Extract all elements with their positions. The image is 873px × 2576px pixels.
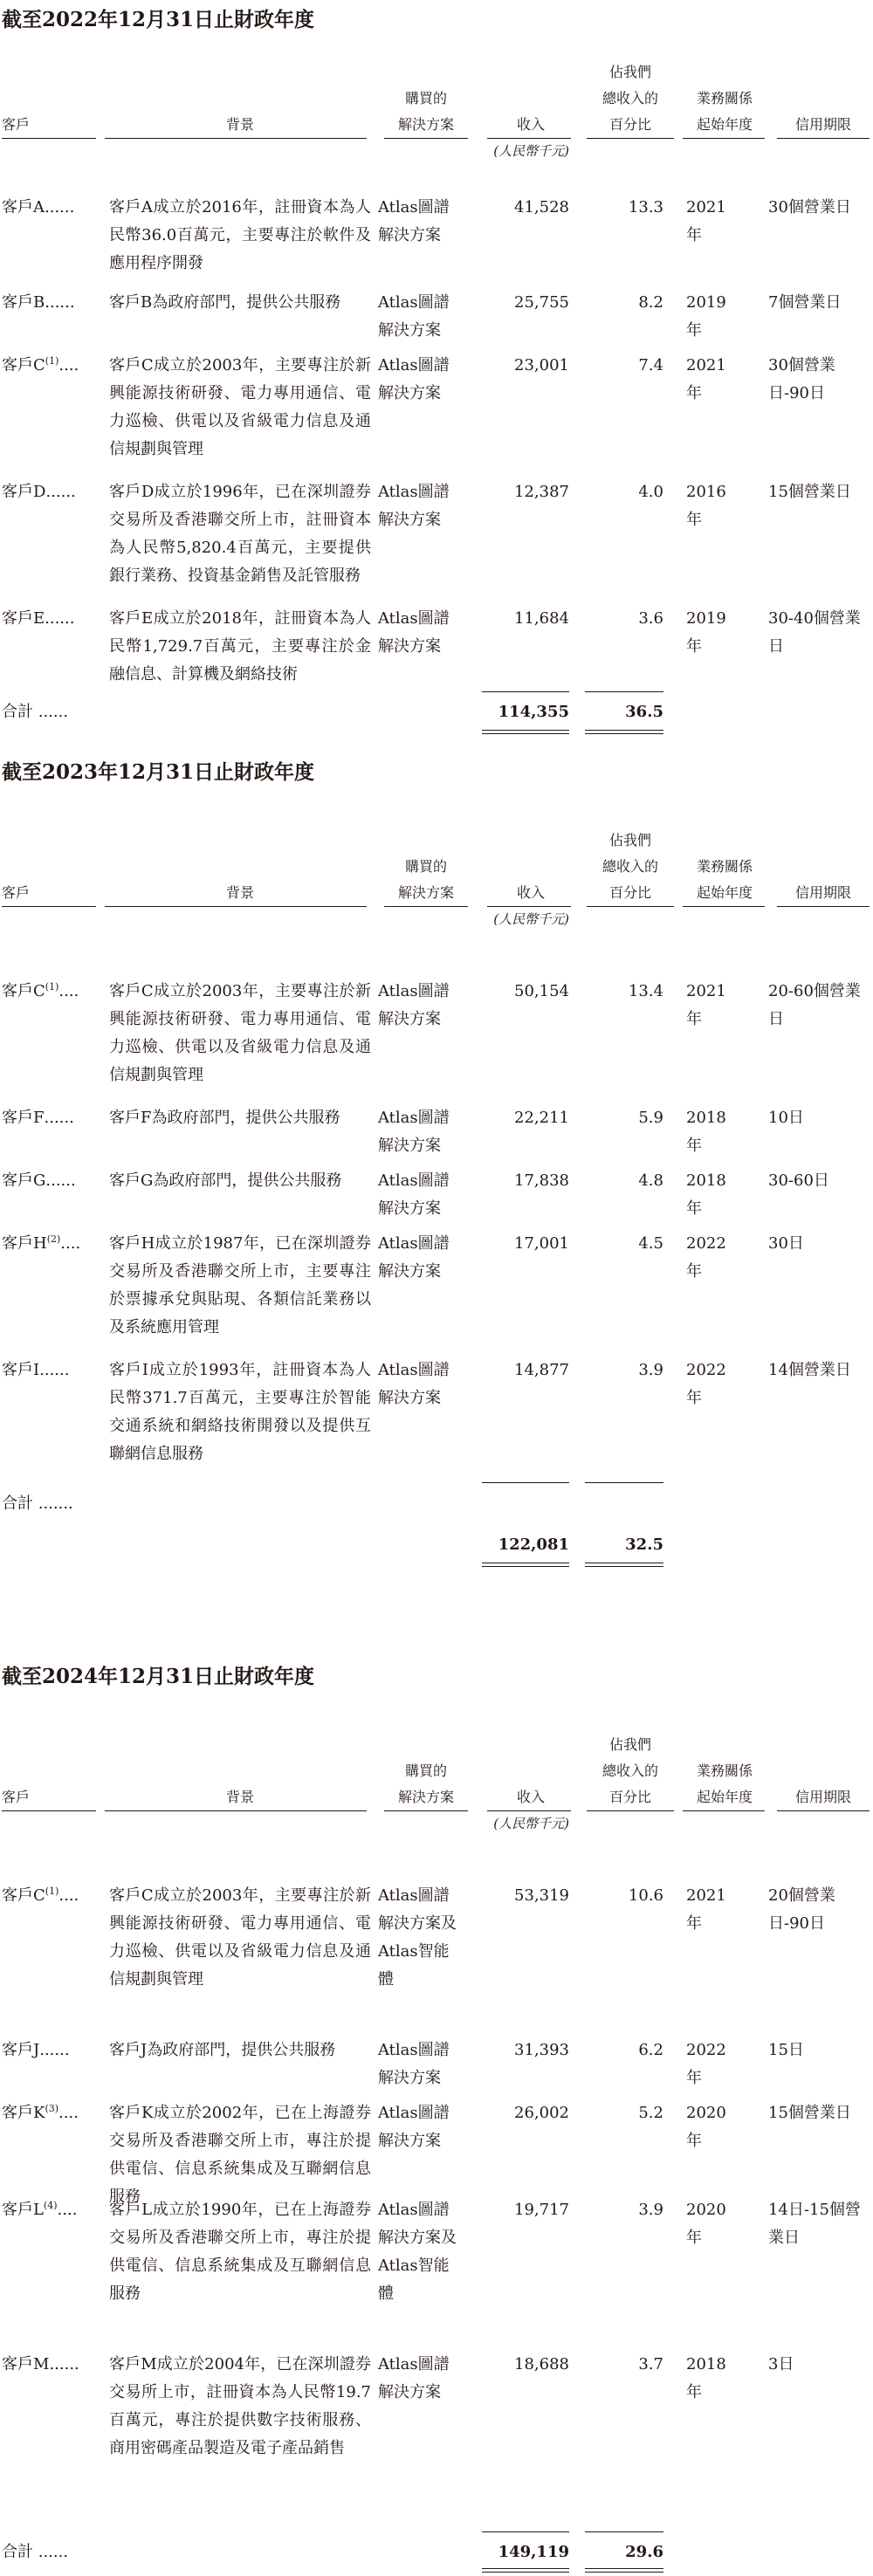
total-percentage: 36.5	[625, 703, 663, 721]
client-name: 客戶G	[2, 1171, 46, 1190]
unit-label: (人民幣千元)	[493, 1816, 569, 1831]
footnote-mark: (1)	[45, 1886, 59, 1897]
percentage-value: 4.8	[638, 1171, 663, 1190]
revenue-value: 11,684	[514, 609, 569, 628]
start-year-value: 2016年	[686, 483, 726, 529]
header-revenue: 收入	[516, 884, 545, 901]
client-background: 客戶J為政府部門，提供公共服務	[109, 2041, 336, 2059]
revenue-value: 31,393	[514, 2041, 569, 2059]
client-name: 客戶C	[2, 982, 45, 1000]
footnote-mark: (4)	[43, 2200, 58, 2211]
client-background: 客戶C成立於2003年，主要專注於新興能源技術研發、電力專用通信、電力巡檢、供電以及省級電力信息及通信規劃與管理	[109, 982, 371, 1084]
percentage-value: 13.3	[628, 198, 663, 216]
header-start-year: 業務關係 起始年度	[696, 1762, 753, 1805]
credit-period-value: 3日	[768, 2355, 794, 2373]
start-year-value: 2018年	[686, 2355, 726, 2401]
percentage-value: 3.9	[638, 2201, 663, 2219]
total-revenue: 114,355	[498, 703, 569, 721]
client-name: 客戶E	[2, 609, 45, 628]
start-year-value: 2020年	[686, 2104, 726, 2150]
percentage-value: 5.9	[638, 1109, 663, 1127]
header-credit-period: 信用期限	[794, 116, 851, 133]
unit-label: (人民幣千元)	[493, 143, 569, 159]
client-background: 客戶G為政府部門，提供公共服務	[109, 1171, 342, 1190]
purchased-solution: Atlas圖譜解決方案	[378, 2355, 450, 2401]
purchased-solution: Atlas圖譜解決方案	[378, 356, 450, 402]
purchased-solution: Atlas圖譜解決方案	[378, 1361, 450, 1407]
header-client: 客戶	[2, 116, 31, 133]
header-background: 背景	[225, 884, 254, 901]
start-year-value: 2022年	[686, 1361, 726, 1407]
revenue-value: 14,877	[514, 1361, 569, 1379]
header-percentage: 佔我們 總收入的 百分比	[601, 1736, 658, 1805]
client-background: 客戶C成立於2003年，主要專注於新興能源技術研發、電力專用通信、電力巡檢、供電以及省級電力信息及通信規劃與管理	[109, 1886, 371, 1989]
revenue-value: 23,001	[514, 356, 569, 374]
start-year-value: 2022年	[686, 1234, 726, 1281]
client-name: 客戶F	[2, 1109, 45, 1127]
revenue-value: 17,838	[514, 1171, 569, 1190]
credit-period-value: 30日	[768, 1234, 804, 1253]
revenue-value: 50,154	[514, 982, 569, 1000]
percentage-value: 3.9	[638, 1361, 663, 1379]
total-label: 合計 ......	[2, 703, 69, 721]
credit-period-value: 20-60個營業日	[768, 982, 861, 1028]
client-name: 客戶D	[2, 483, 46, 501]
percentage-value: 13.4	[628, 982, 663, 1000]
header-revenue: 收入	[516, 116, 545, 133]
total-revenue: 122,081	[498, 1535, 569, 1554]
credit-period-value: 15日	[768, 2041, 804, 2059]
client-background: 客戶C成立於2003年，主要專注於新興能源技術研發、電力專用通信、電力巡檢、供電以及省級電力信息及通信規劃與管理	[109, 356, 371, 458]
start-year-value: 2019年	[686, 609, 726, 656]
client-background: 客戶E成立於2018年，註冊資本為人民幣1,729.7百萬元，主要專注於金融信息、計算機及網絡技術	[109, 609, 371, 683]
percentage-value: 6.2	[638, 2041, 663, 2059]
percentage-value: 3.7	[638, 2355, 663, 2373]
footnote-mark: (2)	[46, 1233, 61, 1245]
revenue-value: 12,387	[514, 483, 569, 501]
purchased-solution: Atlas圖譜解決方案	[378, 1109, 450, 1155]
credit-period-value: 30-60日	[768, 1171, 829, 1190]
total-label: 合計 ......	[2, 2543, 69, 2561]
client-background: 客戶K成立於2002年，已在上海證券交易所及香港聯交所上市，專注於提供電信、信息系統集成及互聯網信息服務	[109, 2104, 371, 2206]
start-year-value: 2021年	[686, 982, 726, 1028]
client-name: 客戶C	[2, 1886, 45, 1905]
purchased-solution: Atlas圖譜解決方案	[378, 1171, 450, 1218]
start-year-value: 2021年	[686, 198, 726, 244]
purchased-solution: Atlas圖譜解決方案	[378, 2041, 450, 2087]
header-background: 背景	[225, 116, 254, 133]
client-background: 客戶M成立於2004年，已在深圳證券交易所上市，註冊資本為人民幣19.7百萬元，專注於提供數字技術服務、商用密碼產品製造及電子產品銷售	[109, 2355, 371, 2457]
total-revenue: 149,119	[498, 2543, 569, 2561]
start-year-value: 2021年	[686, 356, 726, 402]
purchased-solution: Atlas圖譜解決方案	[378, 198, 450, 244]
client-name: 客戶A	[2, 198, 45, 216]
total-percentage: 29.6	[625, 2543, 663, 2561]
revenue-value: 18,688	[514, 2355, 569, 2373]
purchased-solution: Atlas圖譜解決方案	[378, 1234, 450, 1281]
client-background: 客戶D成立於1996年，已在深圳證券交易所及香港聯交所上市，註冊資本為人民幣5,820.4百萬元，主要提供銀行業務、投資基金銷售及託管服務	[109, 483, 371, 585]
credit-period-value: 10日	[768, 1109, 804, 1127]
header-background: 背景	[225, 1789, 254, 1805]
purchased-solution: Atlas圖譜解決方案	[378, 609, 450, 656]
section-title: 截至2022年12月31日止財政年度	[2, 8, 315, 31]
percentage-value: 5.2	[638, 2104, 663, 2122]
client-name: 客戶I	[2, 1361, 40, 1379]
client-name: 客戶H	[2, 1234, 47, 1253]
purchased-solution: Atlas圖譜解決方案	[378, 982, 450, 1028]
purchased-solution: Atlas圖譜解決方案	[378, 2104, 450, 2150]
client-name: 客戶K	[2, 2104, 45, 2122]
start-year-value: 2018年	[686, 1171, 726, 1218]
header-start-year: 業務關係 起始年度	[696, 858, 753, 901]
start-year-value: 2018年	[686, 1109, 726, 1155]
header-revenue: 收入	[516, 1789, 545, 1805]
unit-label: (人民幣千元)	[493, 911, 569, 927]
total-percentage: 32.5	[625, 1535, 663, 1554]
header-credit-period: 信用期限	[794, 1789, 851, 1805]
start-year-value: 2021年	[686, 1886, 726, 1933]
purchased-solution: Atlas圖譜解決方案	[378, 293, 450, 340]
client-background: 客戶B為政府部門，提供公共服務	[109, 293, 341, 312]
section-title: 截至2023年12月31日止財政年度	[2, 760, 315, 784]
document-page: 截至2022年12月31日止財政年度 客戶 背景 購買的 解決方案 收入 佔我們 總收入的 百分比 業務關係 起始年度 信用期限 (人民幣千元) 客戶A...... 客戶A成立於2016年，註冊資本為人民幣36.0百萬元，主要專注於軟件及應用程序開發 Atlas圖譜解決方案 41,528 13.3 2021年 30個營業日 客戶B...... 客戶B為政府部門，提供公共服務 Atlas圖譜解決方案 25,755 8.2 2019年 7個營業日 客戶$C^{(1)}$.... 客戶C成立於2003年，主要專注於新興能源技術研發、電力專用通信、電力巡檢、供電以及省級電力信息及通信規劃與管理 Atlas圖譜解決方案 23,001 7.4 2021年 30個營業日-90日 客戶D...... 客戶D成立於1996年，已在深圳證券交易所及香港聯交所上市，註冊資本為人民幣5,820.4百萬元，主要提供銀行業務、投資基金銷售及託管服務 Atlas圖譜解決方案 12,387 4.0 2016年 15個營業日 客戶E...... 客戶E成立於2018年，註冊資本為人民幣1,729.7百萬元，主要專注於金融信息、計算機及網絡技術 Atlas圖譜解決方案 11,684 3.6 2019年 30-40個營業日 合計 ...... 114,355 36.5 截至2023年12月31日止財政年度 客戶 背景 購買的 解決方案 收入 佔我們 總收入的 百分比 業務關係 起始年度 信用期限 (人民幣千元) 客戶$C^{(1)}$.... 客戶C成立於2003年，主要專注於新興能源技術研發、電力專用通信、電力巡檢、供電以及省級電力信息及通信規劃與管理 Atlas圖譜解決方案 50,154 13.4 2021年 20-60個營業日 客戶F...... 客戶F為政府部門，提供公共服務 Atlas圖譜解決方案 22,211 5.9 2018年 10日 客戶G...... 客戶G為政府部門，提供公共服務 Atlas圖譜解決方案 17,838 4.8 2018年 30-60日 客戶$H^{(2)}$.... 客戶H成立於1987年，已在深圳證券交易所及香港聯交所上市，主要專注於票據承兌與貼現、各類信託業務以及系統應用管理 Atlas圖譜解決方案 17,001 4.5 2022年 30日 客戶I...... 客戶I成立於1993年，註冊資本為人民幣371.7百萬元，主要專注於智能交通系統和網絡技術開發以及提供互聯網信息服務 Atlas圖譜解決方案 14,877 3.9 2022年 14個營業日 合計 ....... 122,081 32.5 截至2024年12月31日止財政年度 客戶 背景 購買的 解決方案 收入 佔我們 總收入的 百分比 業務關係 起始年度 信用期限 (人民幣千元) 客戶$C^{(1)}$.... 客戶C成立於2003年，主要專注於新興能源技術研發、電力專用通信、電力巡檢、供電以及省級電力信息及通信規劃與管理 Atlas圖譜解決方案及Atlas智能體 53,319 10.6 2021年 20個營業日-90日 客戶J...... 客戶J為政府部門，提供公共服務 Atlas圖譜解決方案 31,393 6.2 2022年 15日 客戶$K^{(3)}$.... 客戶K成立於2002年，已在上海證券交易所及香港聯交所上市，專注於提供電信、信息系統集成及互聯網信息服務 Atlas圖譜解決方案 26,002 5.2 2020年 15個營業日 客戶$L^{(4)}$.... 客戶L成立於1990年，已在上海證券交易所及香港聯交所上市，專注於提供電信、信息系統集成及互聯網信息服務 Atlas圖譜解決方案及Atlas智能體 19,717 3.9 2020年 14日-15個營業日 客戶M...... 客戶M成立於2004年，已在深圳證券交易所上市，註冊資本為人民幣19.7百萬元，專注於提供數字技術服務、商用密碼產品製造及電子產品銷售 Atlas圖譜解決方案 18,688 3.7 2018年 3日 合計 ...... 149,119 29.6	[0, 0, 873, 2576]
start-year-value: 2022年	[686, 2041, 726, 2087]
credit-period-value: 30-40個營業日	[768, 609, 861, 656]
credit-period-value: 15個營業日	[768, 2104, 851, 2122]
purchased-solution: Atlas圖譜解決方案及Atlas智能體	[378, 1886, 457, 1989]
client-background: 客戶I成立於1993年，註冊資本為人民幣371.7百萬元，主要專注於智能交通系統和網絡技術開發以及提供互聯網信息服務	[109, 1361, 371, 1463]
section-title: 截至2024年12月31日止財政年度	[2, 1665, 315, 1688]
header-credit-period: 信用期限	[794, 884, 851, 901]
header-percentage: 佔我們 總收入的 百分比	[601, 832, 658, 901]
footnote-mark: (1)	[45, 981, 59, 993]
client-name: 客戶J	[2, 2041, 40, 2059]
header-start-year: 業務關係 起始年度	[696, 90, 753, 133]
header-solution: 購買的 解決方案	[397, 1762, 454, 1805]
revenue-value: 41,528	[514, 198, 569, 216]
footnote-mark: (1)	[45, 355, 59, 367]
footnote-mark: (3)	[45, 2103, 59, 2114]
purchased-solution: Atlas圖譜解決方案及Atlas智能體	[378, 2201, 457, 2303]
client-name: 客戶M	[2, 2355, 50, 2373]
header-solution: 購買的 解決方案	[397, 90, 454, 133]
revenue-value: 53,319	[514, 1886, 569, 1905]
revenue-value: 26,002	[514, 2104, 569, 2122]
client-name: 客戶C	[2, 356, 45, 374]
percentage-value: 8.2	[638, 293, 663, 312]
header-client: 客戶	[2, 1789, 31, 1805]
client-background: 客戶H成立於1987年，已在深圳證券交易所及香港聯交所上市，主要專注於票據承兌與貼現、各類信託業務以及系統應用管理	[109, 1234, 371, 1336]
revenue-value: 25,755	[514, 293, 569, 312]
credit-period-value: 30個營業日	[768, 198, 851, 216]
credit-period-value: 14個營業日	[768, 1361, 851, 1379]
client-name: 客戶L	[2, 2201, 44, 2219]
total-label: 合計 .......	[2, 1494, 73, 1513]
percentage-value: 7.4	[638, 356, 663, 374]
credit-period-value: 14日-15個營業日	[768, 2201, 861, 2247]
header-percentage: 佔我們 總收入的 百分比	[601, 64, 658, 133]
header-solution: 購買的 解決方案	[397, 858, 454, 901]
percentage-value: 4.0	[638, 483, 663, 501]
purchased-solution: Atlas圖譜解決方案	[378, 483, 450, 529]
start-year-value: 2019年	[686, 293, 726, 340]
credit-period-value: 7個營業日	[768, 293, 842, 312]
client-background: 客戶F為政府部門，提供公共服務	[109, 1109, 340, 1127]
revenue-value: 17,001	[514, 1234, 569, 1253]
credit-period-value: 15個營業日	[768, 483, 851, 501]
header-client: 客戶	[2, 884, 31, 901]
percentage-value: 3.6	[638, 609, 663, 628]
start-year-value: 2020年	[686, 2201, 726, 2247]
percentage-value: 10.6	[628, 1886, 663, 1905]
client-name: 客戶B	[2, 293, 45, 312]
client-background: 客戶A成立於2016年，註冊資本為人民幣36.0百萬元，主要專注於軟件及應用程序開發	[109, 198, 371, 272]
revenue-value: 22,211	[514, 1109, 569, 1127]
revenue-value: 19,717	[514, 2201, 569, 2219]
credit-period-value: 20個營業日-90日	[768, 1886, 835, 1933]
percentage-value: 4.5	[638, 1234, 663, 1253]
credit-period-value: 30個營業日-90日	[768, 356, 835, 402]
client-background: 客戶L成立於1990年，已在上海證券交易所及香港聯交所上市，專注於提供電信、信息系統集成及互聯網信息服務	[109, 2201, 371, 2303]
